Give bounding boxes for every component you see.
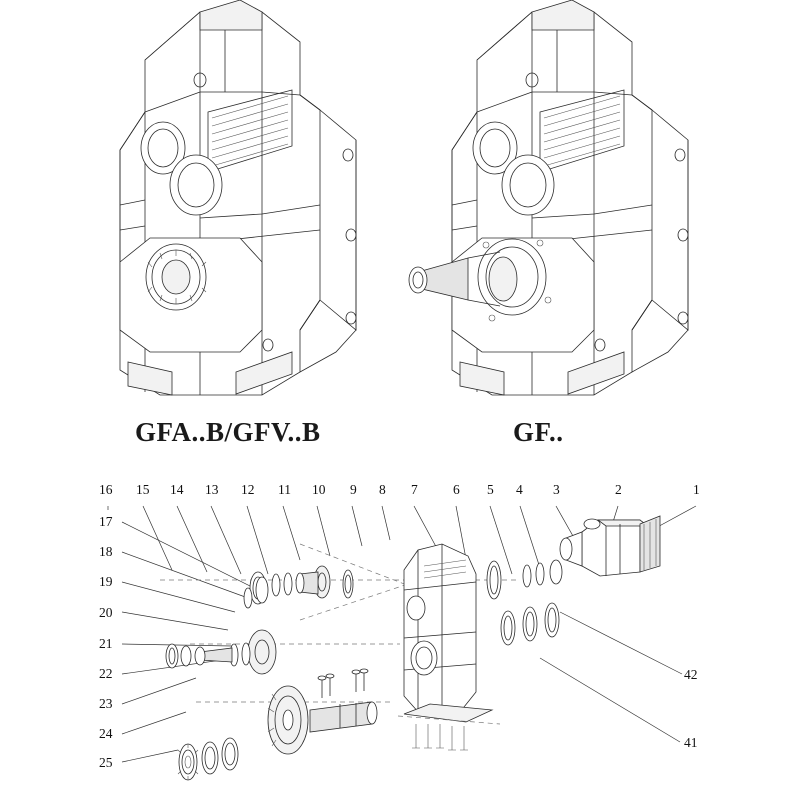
part-ring-18 xyxy=(244,588,252,608)
part-cover xyxy=(584,519,600,529)
part-pinion-shaft xyxy=(310,702,372,732)
exploded-view-panel xyxy=(0,462,800,800)
callout-18: 18 xyxy=(99,544,113,559)
part-spacer-9 xyxy=(343,570,353,598)
parts-left-column xyxy=(166,577,377,780)
callout-6: 6 xyxy=(453,482,460,497)
callout-8: 8 xyxy=(379,482,386,497)
part-motor-adapter xyxy=(560,516,660,576)
part-ring-6 xyxy=(487,561,501,599)
housing-bore-lower xyxy=(411,641,437,675)
callout-14: 14 xyxy=(170,482,184,497)
model-label-right: GF.. xyxy=(513,417,564,447)
exploded-parts-svg xyxy=(0,462,800,800)
callout-24: 24 xyxy=(99,726,113,741)
callout-1: 1 xyxy=(693,482,700,497)
callout-15: 15 xyxy=(136,482,150,497)
callout-9: 9 xyxy=(350,482,357,497)
callout-22: 22 xyxy=(99,666,113,681)
callout-16: 16 xyxy=(99,482,113,497)
callout-23: 23 xyxy=(99,696,113,711)
part-ring-24 xyxy=(181,646,191,666)
callout-10: 10 xyxy=(312,482,326,497)
gear-unit-left xyxy=(120,0,356,395)
callout-25: 25 xyxy=(99,755,113,770)
gear-unit-right xyxy=(409,0,688,395)
part-ring-12 xyxy=(284,573,292,595)
part-main-housing xyxy=(398,544,500,750)
callout-12: 12 xyxy=(241,482,255,497)
model-label-left: GFA..B/GFV..B xyxy=(135,417,321,447)
part-ring-17 xyxy=(256,577,268,603)
callout-11: 11 xyxy=(278,482,291,497)
callout-19: 19 xyxy=(99,574,113,589)
callout-4: 4 xyxy=(516,482,523,497)
part-ring-13 xyxy=(272,574,280,596)
housing-bore-upper xyxy=(407,596,425,620)
callout-2: 2 xyxy=(615,482,622,497)
part-bearing-3 xyxy=(550,560,562,584)
part-ring-5 xyxy=(523,565,531,587)
callout-13: 13 xyxy=(205,482,219,497)
part-ring-25 xyxy=(166,644,178,668)
callout-7: 7 xyxy=(411,482,418,497)
callout-42: 42 xyxy=(684,667,698,682)
callout-41: 41 xyxy=(684,735,698,750)
callout-17: 17 xyxy=(99,514,113,529)
callout-5: 5 xyxy=(487,482,494,497)
part-ring-4 xyxy=(536,563,544,585)
part-gear-21 xyxy=(248,630,276,674)
callout-21: 21 xyxy=(99,636,113,651)
callout-3: 3 xyxy=(553,482,560,497)
callout-20: 20 xyxy=(99,605,113,620)
parts-right-column xyxy=(501,603,559,645)
part-ring-22 xyxy=(242,643,250,665)
